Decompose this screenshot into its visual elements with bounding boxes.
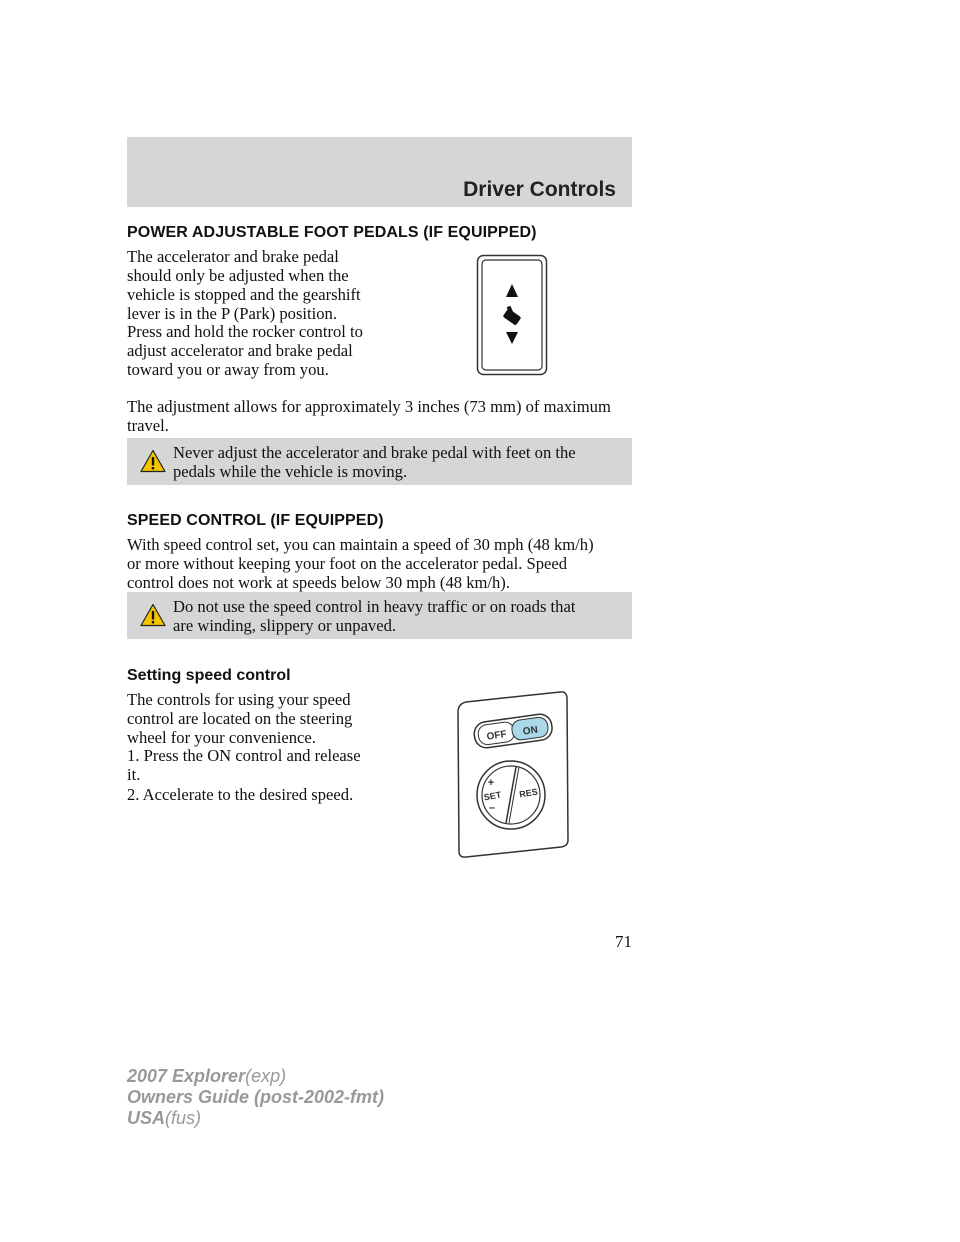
text-line: control does not work at speeds below 30 mph (48 km/h). [127,573,510,592]
text-line: travel. [127,416,169,435]
footer-model-code: (exp) [245,1066,287,1086]
text-line: With speed control set, you can maintain a speed of 30 mph (48 km/h) [127,535,594,554]
heading-speed-control: SPEED CONTROL (IF EQUIPPED) [127,512,384,529]
footer-market: USA [127,1108,166,1128]
on-label: ON [522,724,539,738]
text-line: wheel for your convenience. [127,728,316,747]
text-line: are winding, slippery or unpaved. [173,616,397,635]
text-line: Press and hold the rocker control to [127,322,363,341]
footer-market-code: (fus) [165,1108,202,1128]
speed-paragraph-2 [127,690,352,747]
warning-text-speed [173,597,622,635]
warning-box-speed [127,592,632,639]
text-line: or more without keeping your foot on the accelerator pedal. Speed [127,554,568,573]
text-line: control are located on the steering [127,709,353,728]
warning-icon [140,603,166,627]
speed-paragraph-1 [127,535,594,592]
warning-text-pedals [173,443,622,481]
text-line: adjust accelerator and brake pedal [127,341,353,360]
text-line: The accelerator and brake pedal [127,247,339,266]
text-line: The adjustment allows for approximately 3 inches (73 mm) of maximum [127,397,611,416]
step-1 [127,746,361,784]
text-line: Never adjust the accelerator and brake pedal with feet on the [173,443,576,462]
text-line: vehicle is stopped and the gearshift [127,285,361,304]
text-line: lever is in the P (Park) position. [127,304,338,323]
text-line: 2. Accelerate to the desired speed. [127,785,354,804]
footer-guide: Owners Guide (post-2002-fmt) [127,1087,385,1107]
text-line: The controls for using your speed [127,690,351,709]
text-line: it. [127,765,141,784]
plus-label: + [487,777,495,789]
section-title: Driver Controls [463,178,616,201]
subheading-setting-speed-control: Setting speed control [127,667,291,684]
footer-model: 2007 Explorer [127,1066,246,1086]
text-line: 1. Press the ON control and release [127,746,361,765]
off-label: OFF [485,728,508,743]
pedal-paragraph-3 [127,397,611,435]
pedal-rocker-switch-figure [476,254,548,376]
set-label: SET [482,789,502,803]
pedal-paragraph-2 [127,322,363,379]
document-footer [127,1066,384,1129]
heading-adjustable-pedals: POWER ADJUSTABLE FOOT PEDALS (IF EQUIPPED) [127,224,537,241]
text-line: should only be adjusted when the [127,266,349,285]
text-line: Do not use the speed control in heavy traffic or on roads that [173,597,576,616]
warning-box-pedals [127,438,632,485]
text-line: toward you or away from you. [127,360,329,379]
section-header-band [127,137,632,207]
warning-icon [140,449,166,473]
text-line: pedals while the vehicle is moving. [173,462,408,481]
step-2 [127,785,353,804]
res-label: RES [518,786,539,800]
set-res-dial [477,761,545,829]
minus-label: – [488,802,496,814]
pedal-paragraph-1 [127,247,361,323]
page-number: 71 [615,932,632,951]
speed-control-switch-figure [448,690,578,860]
